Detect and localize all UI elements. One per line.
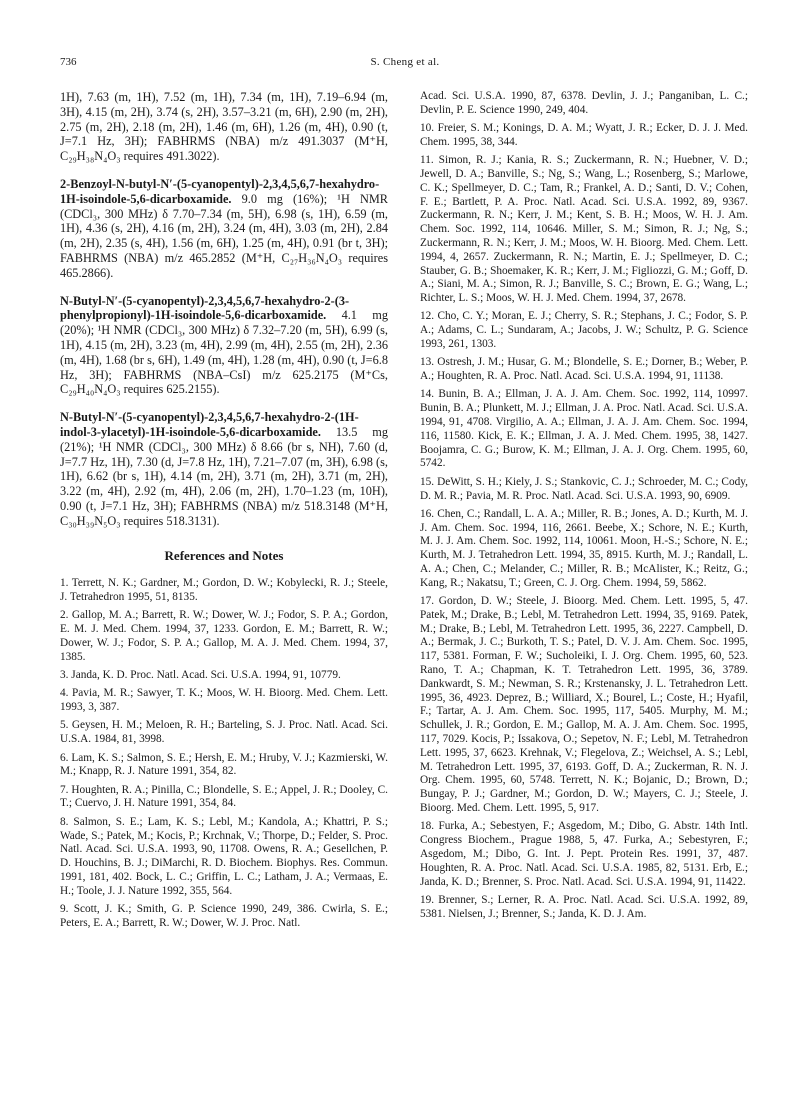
paragraph-indolylacetyl <box>60 410 388 528</box>
page-header <box>60 56 750 72</box>
compound-data: 1H), 7.63 (m, 1H), 7.52 (m, 1H), 7.34 (m, 1H), 7.19–6.94 (m, 3H), 4.15 (m, 2H), 3.74 (s, 2H), 3.57–3.21 (m, 6H), 2.90 (m, 2H), 2.75 (m, 2H), 2.18 (m, 2H), 1.46 (m, 6H), 1.26 (m, 4H), 0.90 (t, J=7.1 Hz, 3H); FABHRMS (NBA) m/z 491.3037 (M⁺H, C₂₉H₃₈N₄O₃ requires 491.3022). <box>60 90 388 164</box>
page-number: 736 <box>60 56 77 68</box>
reference-item: 9. Scott, J. K.; Smith, G. P. Science 1990, 249, 386. Cwirla, S. E.; Peters, E. A.; Barrett, R. W.; Dower, W. J. Proc. Natl. <box>60 903 388 929</box>
reference-item: 19. Brenner, S.; Lerner, R. A. Proc. Natl. Acad. Sci. U.S.A. 1992, 89, 5381. Nielsen, J.; Brenner, S.; Janda, K. D. J. Am. <box>420 893 748 920</box>
reference-item: 13. Ostresh, J. M.; Husar, G. M.; Blondelle, S. E.; Dorner, B.; Weber, P. A.; Houghten, R. A. Proc. Natl. Acad. Sci. U.S.A. 1994, 91, 11138. <box>420 356 748 383</box>
compound-title: N-Butyl-N′-(5-cyanopentyl)-2,3,4,5,6,7-hexahydro-2-(3-phenylpropionyl)-1H-isoindole-5,6-dicarboxamide. <box>60 293 350 323</box>
reference-item: 8. Salmon, S. E.; Lam, K. S.; Lebl, M.; Kandola, A.; Khattri, P. S.; Wade, S.; Patek, M.; Kocis, P.; Krchnak, V.; Thorpe, D.; Felder, S. Proc. Natl. Acad. Sci. U.S.A. 1993, 90, 11708. Owens, R. A.; Gesellchen, P. D. Houchins, B. J.; DiMarchi, R. D. Biochem. Biophys. Res. Commun. 1991, 181, 402. Bock, L. C.; Griffin, L. C.; Latham, J. A.; Vermaas, E. H.; Toole, J. J. Nature 1992, 355, 564. <box>60 815 388 897</box>
reference-item: 4. Pavia, M. R.; Sawyer, T. K.; Moos, W. H. Bioorg. Med. Chem. Lett. 1993, 3, 387. <box>60 687 388 714</box>
reference-item: 15. DeWitt, S. H.; Kiely, J. S.; Stankovic, C. J.; Schroeder, M. C.; Cody, D. M. R.; Pavia, M. R. Proc. Natl. Acad. Sci. U.S.A. 1993, 90, 6909. <box>420 475 748 502</box>
compound-data: 4.1 mg (20%); ¹H NMR (CDCl₃, 300 MHz) δ 7.32–7.20 (m, 5H), 6.99 (s, 1H), 4.15 (m, 2H), 3.23 (m, 4H), 2.99 (m, 4H), 2.55 (m, 2H), 2.36 (m, 4H), 1.68 (br s, 6H), 1.49 (m, 4H), 1.28 (m, 4H), 0.90 (t, J=6.8 Hz, 3H); FABHRMS (NBA–CsI) m/z 625.2175 (M⁺Cs, C₂₉H₄₀N₄O₃ requires 625.2155). <box>60 308 388 397</box>
reference-item: 16. Chen, C.; Randall, L. A. A.; Miller, R. B.; Jones, A. D.; Kurth, M. J. J. Am. Chem. Soc. 1994, 116, 2661. Beebe, X.; Schore, N. E.; Kurth, M. J. J. Am. Chem. Soc. 1992, 114, 10061. Moon, H.-S.; Schore, N. E.; Kurth, M. J. Tetrahedron Lett. 1994, 35, 8915. Kurth, M. J.; Randall, L. A. A.; Chen, C.; Melander, C.; Miller, R. B.; McAlister, K.; Reitz, G.; Kang, R.; Nakatsu, T.; Green, C. J. Org. Chem. 1994, 59, 5862. <box>420 507 748 589</box>
reference-item: 10. Freier, S. M.; Konings, D. A. M.; Wyatt, J. R.; Ecker, D. J. J. Med. Chem. 1995, 38, 344. <box>420 122 748 148</box>
compound-title: 2-Benzoyl-N-butyl-N′-(5-cyanopentyl)-2,3,4,5,6,7-hexahydro-1H-isoindole-5,6-dicarboxamide. <box>60 176 380 206</box>
reference-item: 2. Gallop, M. A.; Barrett, R. W.; Dower, W. J.; Fodor, S. P. A.; Gordon, E. M. J. Med. Chem. 1994, 37, 1233. Gordon, E. M.; Barrett, R. W.; Dower, W. J.; Fodor, S. P. A.; Gallop, M. A. J. Med. Chem. 1994, 37, 1385. <box>60 609 388 663</box>
paragraph-benzoyl <box>60 177 388 281</box>
reference-item: 18. Furka, A.; Sebestyen, F.; Asgedom, M.; Dibo, G. Abstr. 14th Intl. Congress Biochem., Prague 1988, 5, 47. Furka, A.; Sebestyren, F.; Asgedom, M.; Dibo, G. Int. J. Pept. Protein Res. 1991, 37, 487. Houghten, R. A. Proc. Natl. Acad. Sci. U.S.A. 1985, 82, 5131. Erb, E.; Janda, K. D.; Brenner, S. Proc. Natl. Acad. Sci. U.S.A. 1994, 91, 11422. <box>420 820 748 888</box>
reference-item: 6. Lam, K. S.; Salmon, S. E.; Hersh, E. M.; Hruby, V. J.; Kazmierski, W. M.; Knapp, R. J. Nature 1991, 354, 82. <box>60 751 388 778</box>
running-head: S. Cheng et al. <box>370 56 440 68</box>
compound-data: 13.5 mg (21%); ¹H NMR (CDCl₃, 300 MHz) δ 8.66 (br s, NH), 7.60 (d, J=7.7 Hz, 1H), 7.30 (d, J=7.8 Hz, 1H), 7.21–7.07 (m, 3H), 6.98 (s, 1H), 6.62 (br s, 1H), 4.14 (m, 2H), 3.71 (m, 2H), 3.71 (m, 2H), 3.22 (m, 4H), 2.92 (m, 4H), 2.06 (m, 2H), 1.70–1.23 (m, 10H), 0.90 (t, J=7.1 Hz, 3H); FABHRMS (NBA) m/z 518.3148 (M⁺H, C₃₀H₃₉N₅O₃ requires 518.3131). <box>60 424 388 528</box>
reference-item: 5. Geysen, H. M.; Meloen, R. H.; Barteling, S. J. Proc. Natl. Acad. Sci. U.S.A. 1984, 81, 3998. <box>60 719 388 746</box>
reference-item: 14. Bunin, B. A.; Ellman, J. A. J. Am. Chem. Soc. 1992, 114, 10997. Bunin, B. A.; Plunkett, M. J.; Ellman, J. A. Proc. Natl. Acad. Sci. U.S.A. 1994, 91, 4708. Virgilio, A. A.; Ellman, J. A. J. Am. Chem. Soc. 1994, 116, 11580. Kick, E. K.; Ellman, J. A. J. Med. Chem. 1995, 38, 1427. Boojamra, C. G.; Burow, K. M.; Ellman, J. A. J. Org. Chem. 1995, 60, 5742. <box>420 388 748 470</box>
compound-title: N-Butyl-N′-(5-cyanopentyl)-2,3,4,5,6,7-hexahydro-2-(1H-indol-3-ylacetyl)-1H-isoindole-5,6-dicarboxamide. <box>60 410 359 439</box>
reference-item: 17. Gordon, D. W.; Steele, J. Bioorg. Med. Chem. Lett. 1995, 5, 47. Patek, M.; Drake, B.; Lebl, M. Tetrahedron Lett. 1994, 35, 9169. Patek, M.; Drake, B.; Lebl, M. Tetrahedron Lett. 1995, 36, 2227. Campbell, D. A.; Bermak, J. C.; Burkoth, T. S.; Patel, D. V. J. Am. Chem. Soc. 1995, 117, 5381. Forman, F. W.; Sucholeiki, I. J. Org. Chem. 1995, 60, 523. Rano, T. A.; Chapman, K. T. Tetrahedron Lett. 1995, 36, 3789. Dankwardt, S. M.; Newman, S. R.; Krstenansky, J. L. Tetrahedron Lett. 1995, 36, 4923. Deprez, B.; Williard, X.; Bourel, L.; Coste, H.; Hyafil, F.; Tartar, A. J. Am. Chem. Soc. 1995, 117, 5405. Murphy, M. M.; Schullek, J. R.; Gordon, E. M.; Gallop, M. A. J. Am. Chem. Soc. 1995, 117, 7029. Kocis, P.; Issakova, O.; Sepetov, N. F.; Lebl, M. Tetrahedron Lett. 1995, 37, 6623. Krehnak, V.; Flegelova, Z.; Weichsel, A. S.; Lebl, M. Tetrahedron Lett. 1995, 37, 6193. Goff, D. A.; Zuckerman, R. N. J. Org. Chem. 1995, 60, 5748. Terrett, N. K.; Bojanic, D.; Brown, D.; Bungay, P. J.; Gardner, M.; Gordon, D. W.; Mayers, C. J.; Steele, J. Bioorg. Med. Chem. Lett. 1995, 5, 917. <box>420 595 748 815</box>
reference-item: Acad. Sci. U.S.A. 1990, 87, 6378. Devlin, J. J.; Panganiban, L. C.; Devlin, P. E. Science 1990, 249, 404. <box>420 90 748 116</box>
reference-item: 1. Terrett, N. K.; Gardner, M.; Gordon, D. W.; Kobylecki, R. J.; Steele, J. Tetrahedron 1995, 51, 8135. <box>60 577 388 604</box>
right-column <box>420 90 748 926</box>
paragraph-continuation <box>60 90 388 164</box>
compound-data: 9.0 mg (16%); ¹H NMR (CDCl₃, 300 MHz) δ 7.70–7.34 (m, 5H), 6.98 (s, 1H), 6.59 (m, 1H), 4.36 (s, 2H), 4.16 (m, 2H), 3.24 (m, 4H), 3.03 (m, 2H), 2.84 (m, 2H), 2.35 (s, 4H), 1.56 (m, 6H), 1.25 (m, 4H), 0.91 (br t, 3H); FABHRMS (NBA) m/z 465.2852 (M⁺H, C₂₇H₃₆N₄O₃ requires 465.2866). <box>60 191 388 280</box>
left-column <box>60 90 388 935</box>
references-heading: References and Notes <box>164 547 284 563</box>
reference-item: 7. Houghten, R. A.; Pinilla, C.; Blondelle, S. E.; Appel, J. R.; Dooley, C. T.; Cuervo, J. H. Nature 1991, 354, 84. <box>60 783 388 810</box>
paragraph-phenylpropionyl <box>60 294 388 398</box>
reference-item: 11. Simon, R. J.; Kania, R. S.; Zuckermann, R. N.; Huebner, V. D.; Jewell, D. A.; Banville, S.; Ng, S.; Wang, L.; Rosenberg, S.; Marlowe, C. K.; Spellmeyer, D. C.; Tam, R.; Frankel, A. D.; Santi, D. V.; Cohen, F. E.; Bartlett, P. A. Proc. Natl. Acad. Sci. U.S.A. 1992, 89, 9367. Zuckermann, R. N.; Kerr, J. M.; Kent, S. B. H.; Moos, W. H. J. Am. Chem. Soc. 1992, 114, 10646. Miller, S. M.; Simon, R. J.; Ng, S.; Zuckermann, R. N.; Kerr, J. M.; Moos, W. H. Bioorg. Med. Chem. Lett. 1994, 4, 2657. Zuckermann, R. N.; Martin, E. J.; Spellmeyer, D. C.; Stauber, G. B.; Shoemaker, K. R.; Kerr, J. M.; Figliozzi, G. M.; Goff, D. A.; Siani, M. A.; Simon, R. J.; Banville, S. C.; Brown, E. G.; Wang, L.; Richter, L. S.; Moos, W. H. J. Med. Chem. 1994, 37, 2678. <box>420 154 748 305</box>
reference-item: 12. Cho, C. Y.; Moran, E. J.; Cherry, S. R.; Stephans, J. C.; Fodor, S. P. A.; Adams, C. L.; Sundaram, A.; Jacobs, J. W.; Schultz, P. G. Science 1993, 261, 1303. <box>420 310 748 351</box>
reference-item: 3. Janda, K. D. Proc. Natl. Acad. Sci. U.S.A. 1994, 91, 10779. <box>60 669 341 682</box>
